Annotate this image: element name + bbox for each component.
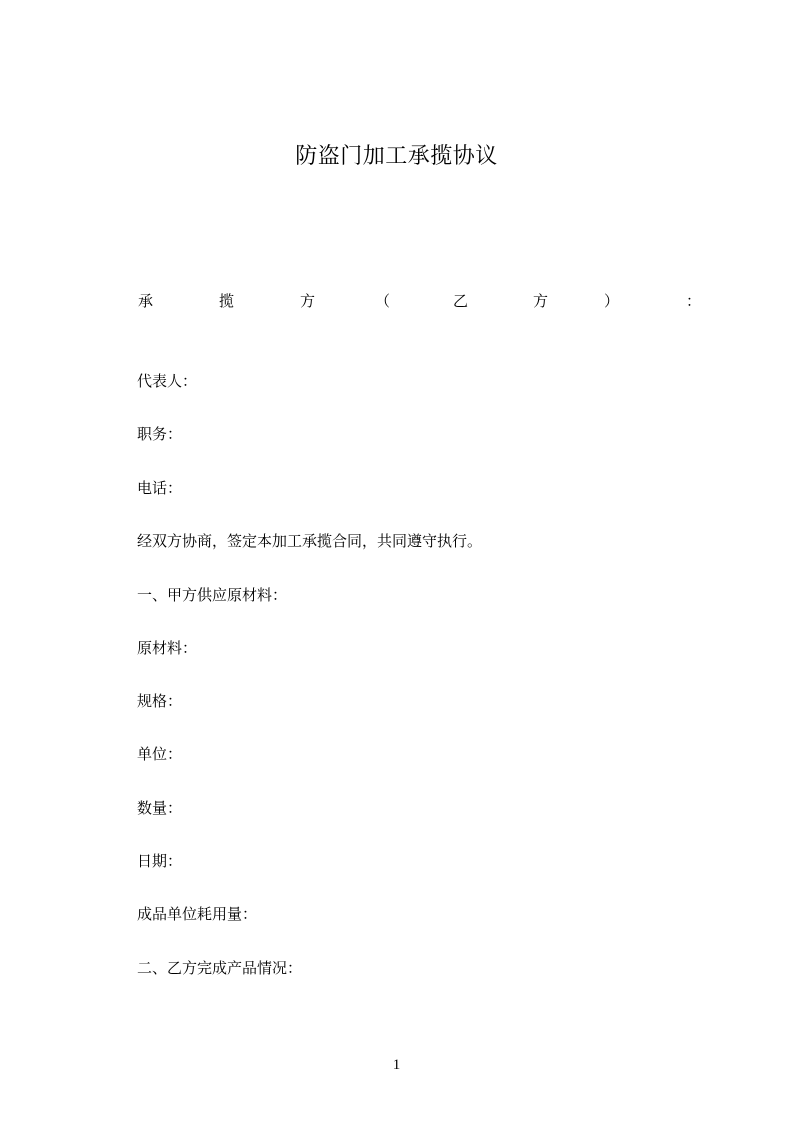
- unit-consumption-field: 成品单位耗用量：: [137, 905, 258, 923]
- agreement-statement: 经双方协商，签定本加工承揽合同，共同遵守执行。: [137, 532, 483, 550]
- party-char: 方: [533, 292, 549, 310]
- representative-field: 代表人：: [137, 372, 198, 390]
- page-number: 1: [392, 1057, 401, 1073]
- party-char: 方: [300, 292, 316, 310]
- date-field: 日期：: [137, 852, 183, 870]
- party-char: ）: [604, 292, 620, 310]
- unit-field: 单位：: [137, 745, 183, 763]
- specification-field: 规格：: [137, 692, 183, 710]
- party-char: （: [375, 292, 391, 310]
- party-char: 乙: [453, 292, 469, 310]
- section-heading-materials: 一、甲方供应原材料：: [137, 586, 288, 604]
- quantity-field: 数量：: [137, 799, 183, 817]
- contractor-party-line: [138, 290, 702, 312]
- party-char: 承: [138, 292, 154, 310]
- party-char: ：: [686, 292, 702, 310]
- party-char: 揽: [219, 292, 235, 310]
- phone-field: 电话：: [137, 479, 183, 497]
- document-title: 防盗门加工承揽协议: [295, 144, 498, 169]
- position-field: 职务：: [137, 425, 183, 443]
- section-heading-products: 二、乙方完成产品情况：: [137, 959, 303, 977]
- raw-material-field: 原材料：: [137, 639, 198, 657]
